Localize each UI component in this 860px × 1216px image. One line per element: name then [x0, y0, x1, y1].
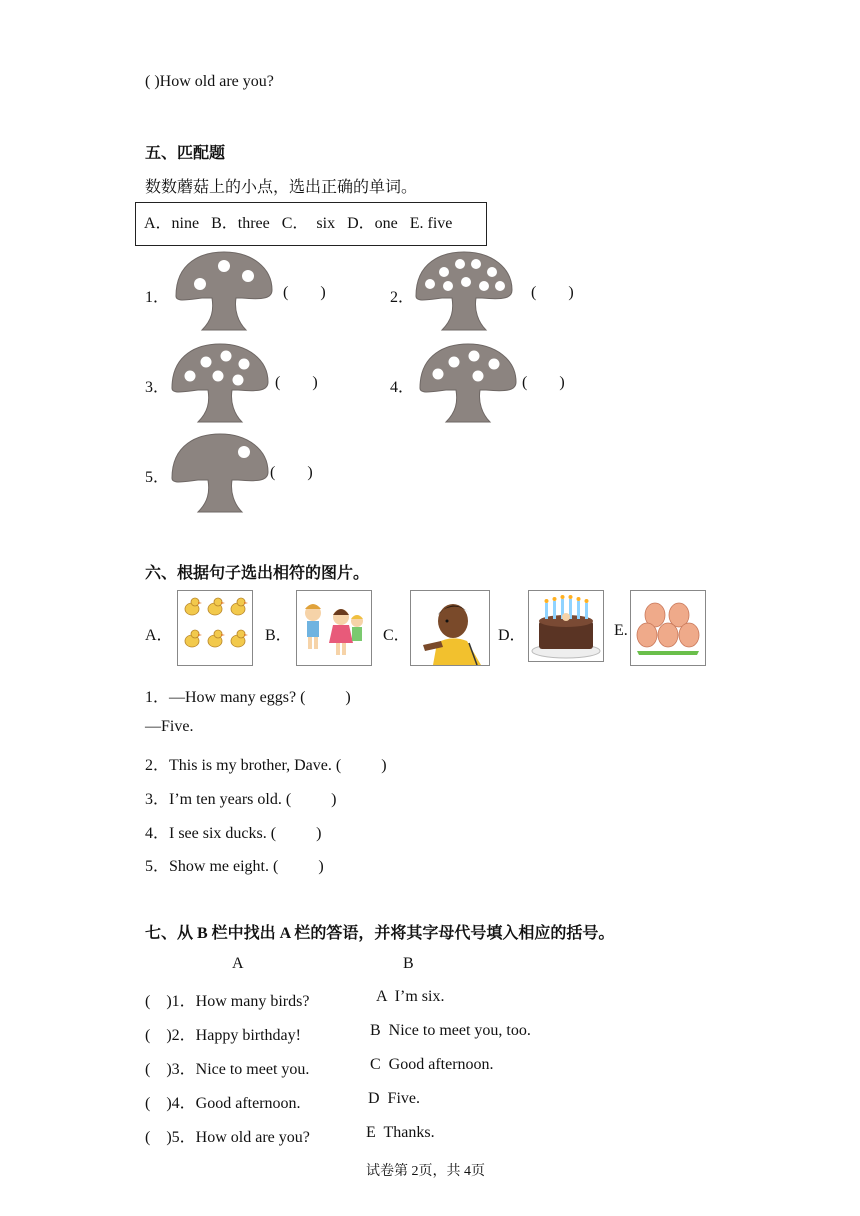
- sentence-2: 2．This is my brother, Dave. ( ): [145, 757, 387, 774]
- birthday-cake-picture: [528, 590, 604, 662]
- mushroom-item-number: 4．: [390, 379, 415, 396]
- word-options-box: A．nine B．three C． six D．one E. five: [135, 202, 487, 246]
- sentence-1-answer: —Five.: [145, 718, 194, 735]
- match-answer: C Good afternoon.: [370, 1056, 494, 1073]
- picture-letter: D．: [498, 627, 526, 644]
- boy-picture: [410, 590, 490, 666]
- match-question: ( )4．Good afternoon.: [145, 1095, 301, 1112]
- answer-blank[interactable]: ( ): [531, 284, 574, 301]
- section-5-instruction: 数数蘑菇上的小点，选出正确的单词。: [145, 179, 418, 196]
- mushroom-picture: [172, 250, 276, 332]
- column-b-header: B: [403, 955, 414, 972]
- mushroom-item-number: 1．: [145, 289, 170, 306]
- column-a-header: A: [232, 955, 244, 972]
- mushroom-item-number: 5．: [145, 469, 170, 486]
- mushroom-item-number: 2．: [390, 289, 415, 306]
- mushroom-picture: [412, 250, 516, 332]
- sentence-3: 3．I’m ten years old. ( ): [145, 791, 337, 808]
- picture-letter: B．: [265, 627, 292, 644]
- page-footer: 试卷第 2页，共 4页: [366, 1164, 485, 1179]
- eggs-picture: [630, 590, 706, 666]
- picture-letter: A．: [145, 627, 173, 644]
- answer-blank[interactable]: ( ): [522, 374, 565, 391]
- match-question: ( )3．Nice to meet you.: [145, 1061, 310, 1078]
- question-how-old: ( )How old are you?: [145, 73, 274, 90]
- answer-blank[interactable]: ( ): [275, 374, 318, 391]
- match-answer: A I’m six.: [376, 988, 445, 1005]
- answer-blank[interactable]: ( ): [270, 464, 313, 481]
- mushroom-picture: [168, 432, 272, 514]
- match-answer: E Thanks.: [366, 1124, 435, 1141]
- section-6-title: 六、根据句子选出相符的图片。: [145, 565, 370, 582]
- match-question: ( )5．How old are you?: [145, 1129, 310, 1146]
- picture-letter: C．: [383, 627, 410, 644]
- mushroom-picture: [168, 342, 272, 424]
- section-5-title: 五、匹配题: [145, 145, 226, 162]
- section-7-title: 七、从 B 栏中找出 A 栏的答语，并将其字母代号填入相应的括号。: [145, 925, 615, 942]
- ducks-picture: [177, 590, 253, 666]
- children-picture: [296, 590, 372, 666]
- answer-blank[interactable]: ( ): [283, 284, 326, 301]
- match-answer: B Nice to meet you, too.: [370, 1022, 531, 1039]
- match-answer: D Five.: [368, 1090, 420, 1107]
- picture-letter: E.: [614, 622, 628, 639]
- sentence-5: 5．Show me eight. ( ): [145, 858, 324, 875]
- match-question: ( )2．Happy birthday!: [145, 1027, 301, 1044]
- mushroom-item-number: 3．: [145, 379, 170, 396]
- sentence-4: 4．I see six ducks. ( ): [145, 825, 322, 842]
- sentence-1: 1．—How many eggs? ( ): [145, 689, 351, 706]
- match-question: ( )1．How many birds?: [145, 993, 310, 1010]
- mushroom-picture: [416, 342, 520, 424]
